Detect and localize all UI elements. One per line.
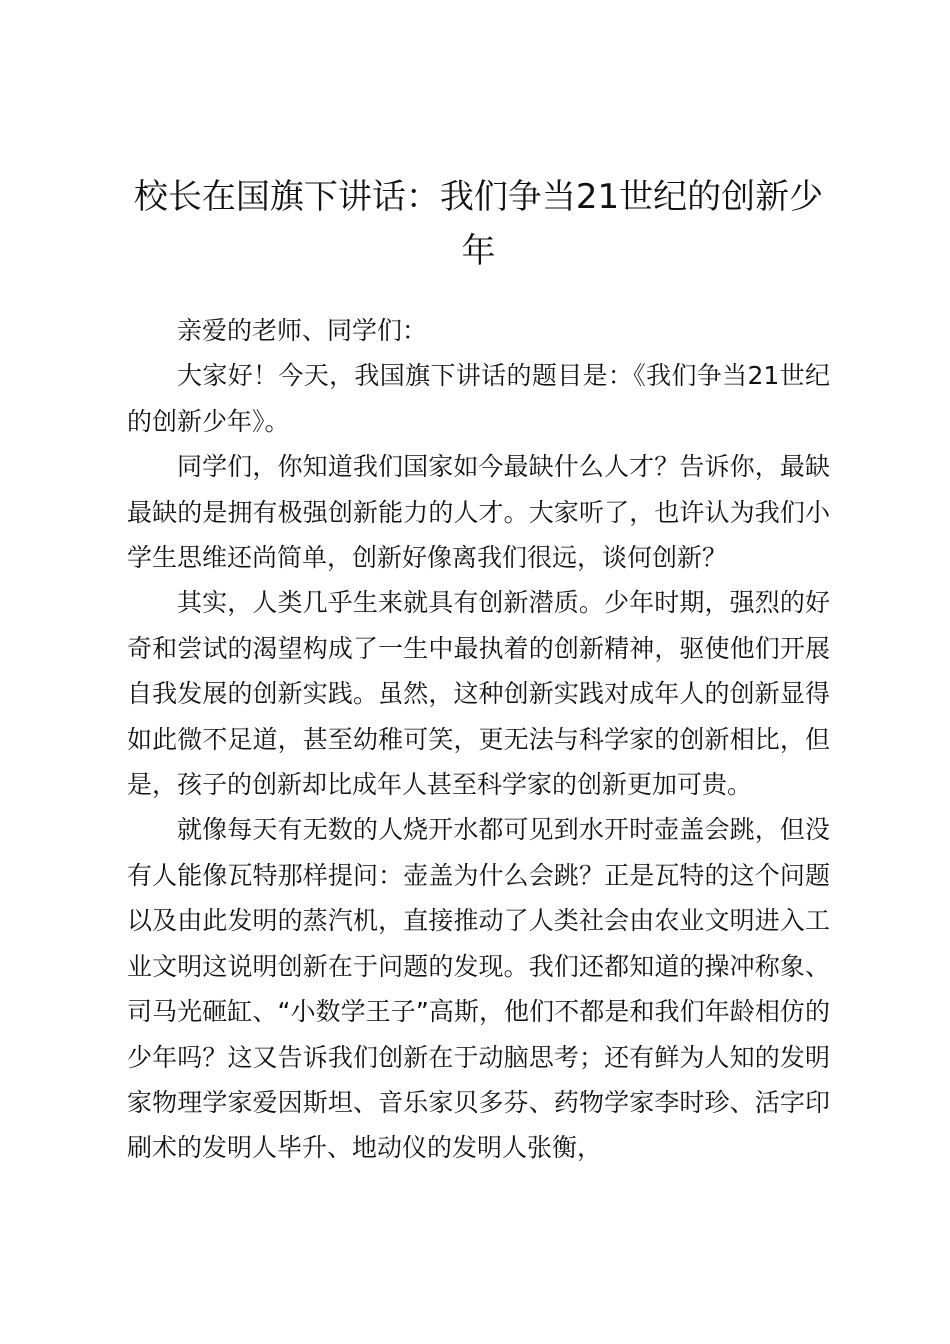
paragraph-salutation: 亲爱的老师、同学们： [177,316,428,345]
document-page [127,170,830,1171]
paragraph-examples: 就像每天有无数的人烧开水都可见到水开时壶盖会跳，但没有人能像瓦特那样提问：壶盖为什么会跳？正是瓦特的这个问题以及由此发明的蒸汽机，直接推动了人类社会由农业文明进入工业文明这说明创新在于问题的发现。我们还都知道的操冲称象、司马光砸缸、“小数学王子”高斯，他们不都是和我们年龄相仿的少年吗？这又告诉我们创新在于动脑思考；还有鲜为人知的发明家物理学家爱因斯坦、音乐家贝多芬、药物学家李时珍、活字印刷术的发明人毕升、地动仪的发明人张衡， [127,815,830,1163]
paragraph-greeting: 大家好！今天，我国旗下讲话的题目是：《我们争当21世纪的创新少年》。 [127,361,830,436]
document-title: 校长在国旗下讲话：我们争当21世纪的创新少年 [133,177,824,271]
paragraph-innovation-potential: 其实，人类几乎生来就具有创新潜质。少年时期，强烈的好奇和尝试的渴望构成了一生中最执着的创新精神，驱使他们开展自我发展的创新实践。虽然，这种创新实践对成年人的创新显得如此微不足道，甚至幼稚可笑，更无法与科学家的创新相比，但是，孩子的创新却比成年人甚至科学家的创新更加可贵。 [127,588,830,800]
paragraph-question: 同学们，你知道我们国家如今最缺什么人才？告诉你，最缺最缺的是拥有极强创新能力的人才。大家听了，也许认为我们小学生思维还尚简单，创新好像离我们很远，谈何创新？ [127,452,830,573]
